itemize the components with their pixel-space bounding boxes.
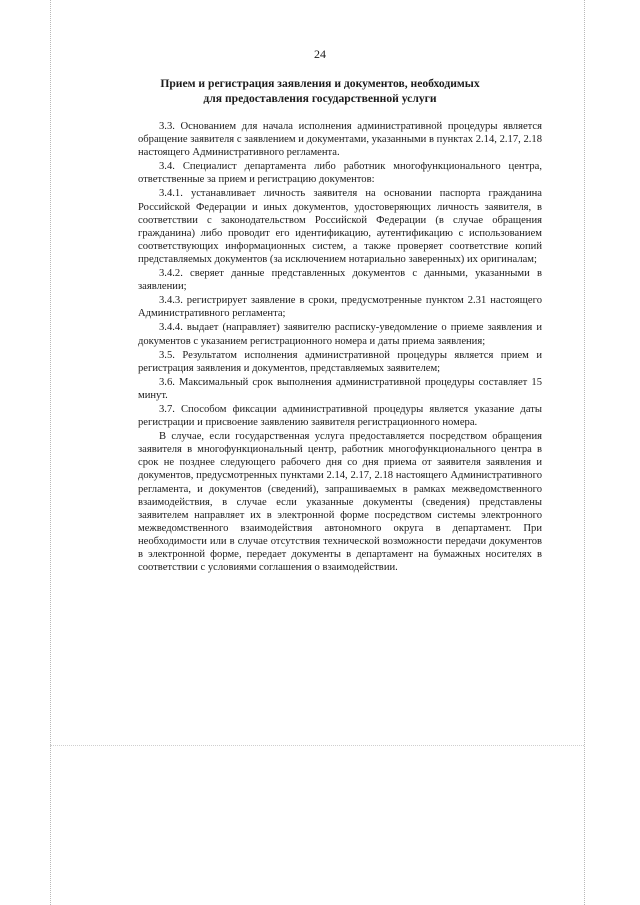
paragraph-3-6: 3.6. Максимальный срок выполнения административной процедуры составляет 15 минут.	[138, 376, 542, 401]
scan-edge-right	[584, 0, 585, 905]
heading-line-1: Прием и регистрация заявления и документов, необходимых	[160, 77, 480, 90]
paragraph-mfc-case: В случае, если государственная услуга предоставляется посредством обращения заявителя в многофункциональный центр, работник многофункционального центра в срок не позднее следующего рабочего дня со дня приема от заявителя заявления и документов, предусмотренных пунктами 2.14, 2.17, 2.18 настоящего Административного регламента, и документов (сведений), запрашиваемых в рамках межведомственного взаимодействия, в случае если указанные документы (сведения) представлены заявителем направляет их в электронной форме посредством системы электронного межведомственного взаимодействия автономного округа в департамент. При необходимости или в случае отсутствия технической возможности передачи документов в электронной форме, передает документы в департамент на бумажных носителях в соответствии с условиями соглашения о взаимодействии.	[138, 431, 542, 574]
paragraph-3-5: 3.5. Результатом исполнения административной процедуры является прием и регистрация заявления и документов, представляемых заявителем;	[138, 349, 542, 374]
paragraph-3-4-3: 3.4.3. регистрирует заявление в сроки, предусмотренные пунктом 2.31 настоящего Административного регламента;	[138, 295, 542, 320]
page-number: 24	[314, 47, 326, 61]
paragraph-3-7: 3.7. Способом фиксации административной процедуры является указание даты регистрации и присвоение заявлению заявителя регистрационного номера.	[138, 403, 542, 429]
section-heading	[0, 77, 640, 106]
document-body	[138, 120, 542, 575]
paragraph-3-4: 3.4. Специалист департамента либо работник многофункционального центра, ответственные за прием и регистрацию документов:	[138, 161, 542, 186]
heading-line-2: для предоставления государственной услуги	[203, 91, 437, 105]
paragraph-3-4-4: 3.4.4. выдает (направляет) заявителю расписку-уведомление о приеме заявления и документов с указанием регистрационного номера и даты приема заявления;	[138, 322, 542, 347]
scan-edge-bottom	[50, 745, 584, 746]
paragraph-3-4-2: 3.4.2. сверяет данные представленных документов с данными, указанными в заявлении;	[138, 268, 542, 293]
scan-edge-left	[50, 0, 51, 905]
paragraph-3-3: 3.3. Основанием для начала исполнения административной процедуры является обращение заявителя с заявлением и документами, указанными в пунктах 2.14, 2.17, 2.18 настоящего Административного регламента.	[138, 121, 542, 159]
paragraph-3-4-1: 3.4.1. устанавливает личность заявителя на основании паспорта гражданина Российской Федерации и иных документов, удостоверяющих личность заявителя, в соответствии с законодательством Российской Федерации (в случае обращения гражданина) либо проводит его идентификацию, аутентификацию с использованием соответствующих информационных систем, а также проверяет соответствие копий представляемых документов (за исключением нотариально заверенных) их оригиналам;	[138, 188, 542, 265]
